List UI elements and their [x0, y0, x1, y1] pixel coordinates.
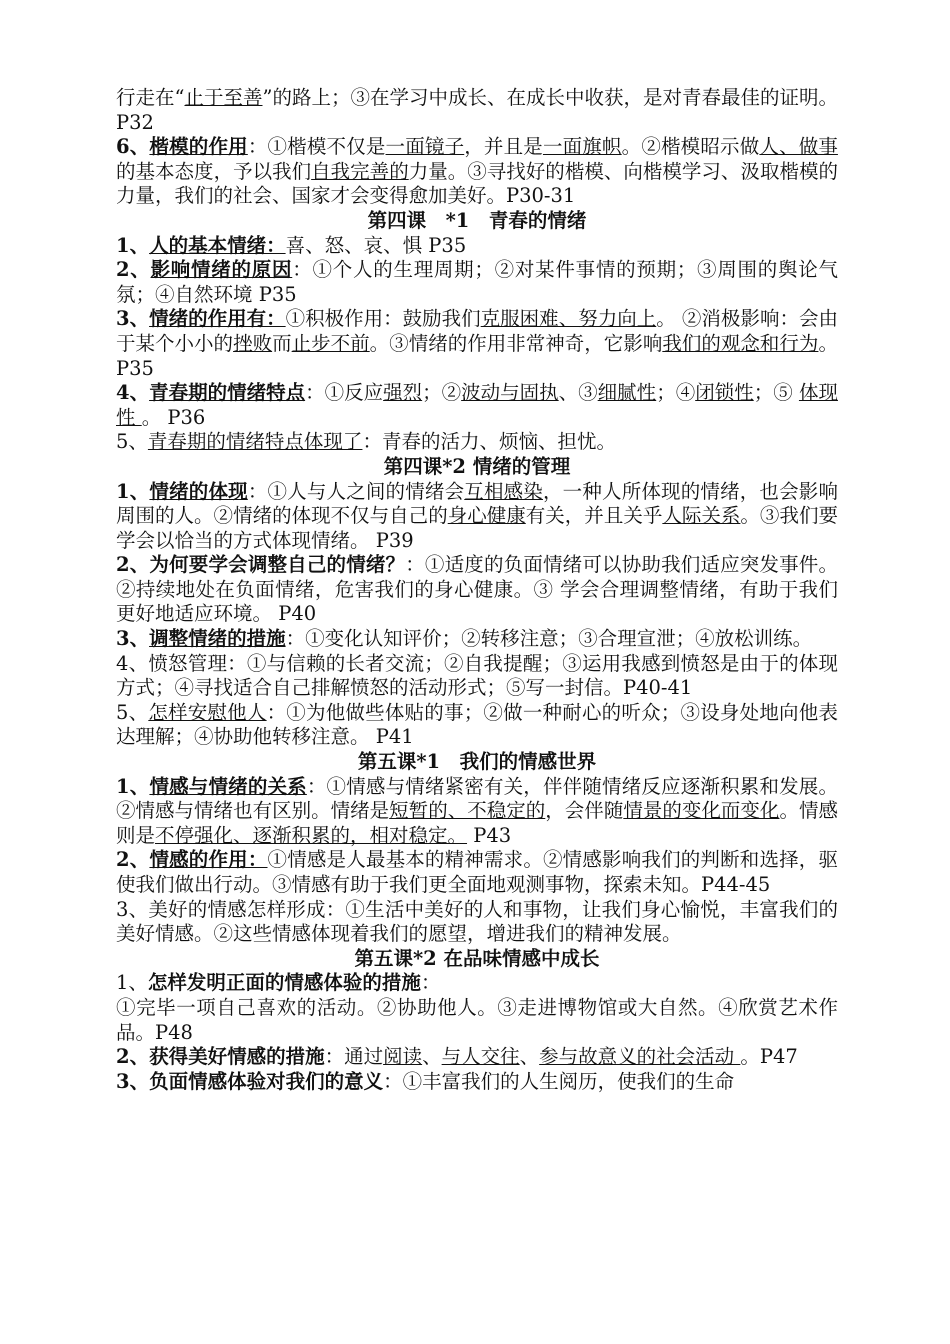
item-adolescent-expression: [116, 430, 838, 455]
text-run: 。②楷模昭示做: [621, 135, 760, 159]
item-adolescent-traits: [116, 381, 838, 430]
text-run: ”的路上；③在学习中成长、在成长中收获，是对青春最佳的证明。 P32: [116, 86, 838, 134]
text-run: 6、: [116, 135, 150, 159]
item-emotion-effects: [116, 307, 838, 381]
item-emotion-expression: [116, 480, 838, 554]
para-carryover: [116, 86, 838, 135]
text-run: 5、: [116, 430, 148, 454]
text-run: 怎样安慰他人: [148, 700, 267, 724]
text-run: ：①楷模不仅是: [247, 135, 386, 159]
text-run: 青春期的情绪特点: [149, 381, 306, 405]
text-run: 情绪的作用有：: [149, 307, 286, 331]
item-emotion-causes: [116, 258, 838, 307]
text-run: 、③: [558, 381, 598, 405]
text-run: 有关，并且关乎: [525, 504, 663, 528]
text-run: 波动与固执: [461, 381, 559, 405]
text-run: ：: [420, 971, 441, 995]
text-run: 互相感染: [464, 479, 543, 503]
text-run: 自我完善的: [311, 159, 409, 183]
item-basic-emotions: [116, 234, 838, 259]
heading-lesson5-1: 第五课*1 我们的情感世界: [357, 750, 597, 774]
text-run: 。③情绪的作用非常神奇，它影响: [369, 331, 663, 355]
text-run: 4、愤怒管理：①与信赖的长者交流；②自我提醒；③运用我感到愤怒是由于的体现方式；④寻找适合自己排解愤怒的活动形式；⑤写一封信。P40-41: [116, 651, 838, 700]
text-run: ：①丰富我们的人生阅历，使我们的生命: [383, 1069, 735, 1093]
text-run: 情感与情绪的关系: [149, 774, 307, 798]
text-run: 怎样发明正面的情感体验的措施: [147, 971, 421, 995]
text-run: 体现性: [116, 381, 838, 429]
text-run: 5、: [116, 700, 149, 724]
text-run: ：通过: [324, 1045, 384, 1069]
text-run: 、: [422, 1045, 442, 1069]
text-run: ：①适度的负面情绪可以协助我们适应突发事件。②持续地处在负面情绪，危害我们的身心健康。③ 学会合理调整情绪，有助于我们更好地适应环境。 P40: [116, 553, 838, 626]
heading-lesson5-2: 第五课*2 在品味情感中成长: [354, 946, 600, 970]
text-run: 闭锁性: [695, 381, 754, 405]
text-run: 。 P35: [116, 331, 838, 380]
text-run: 止于至善: [184, 86, 263, 109]
text-run: 参与故意义的社会活动: [539, 1045, 741, 1069]
text-run: ，一种人所体现的情绪，也会影响周围的人。②情绪的体现不仅与自己的: [116, 479, 838, 528]
text-run: 。P47: [740, 1045, 798, 1069]
text-run: 影响情绪的原因: [150, 258, 293, 282]
text-run: 2、: [116, 848, 150, 872]
text-run: 1、: [116, 479, 150, 503]
text-run: ：①为他做些体贴的事；②做一种耐心的听众；③设身处地向他表达理解；④协助他转移注意。 P41: [116, 700, 838, 749]
text-run: ：①个人的生理周期；②对某件事情的预期；③周围的舆论气氛；④自然环境 P35: [116, 258, 838, 306]
text-run: 人的基本情绪：: [149, 233, 286, 257]
item-negative-experience: [116, 1070, 838, 1095]
item-why-regulate: [116, 553, 838, 627]
heading-lesson4-1: 第四课 *1 青春的情绪: [367, 208, 587, 232]
text-run: ①完毕一项自己喜欢的活动。②协助他人。③走进博物馆或大自然。④欣赏艺术作品。P48: [116, 995, 838, 1044]
text-run: 。③我们要学会以恰当的方式体现情绪。 P39: [116, 504, 838, 552]
text-run: 3、负面情感体验对我们的意义: [116, 1069, 384, 1093]
text-run: ：①变化认知评价；②转移注意；③合理宣泄；④放松训练。: [285, 627, 813, 651]
text-run: 力量。③寻找好的楷模、向楷模学习、汲取楷模的力量，我们的社会、国家才会变得愈加美好。P30-31: [116, 159, 838, 208]
text-run: ：①情感与情绪紧密有关，伴伴随情绪反应逐渐积累和发展。②情感与情绪也有区别。情绪是: [116, 774, 838, 823]
text-run: 调整情绪的措施: [149, 627, 286, 651]
text-run: ：青春的活力、烦恼、担忧。: [362, 430, 616, 454]
text-run: 情绪的体现: [149, 479, 248, 503]
text-run: ；⑤: [753, 381, 799, 405]
item-positive-experience-title: [116, 971, 838, 996]
text-run: 情感的作用：: [149, 848, 268, 872]
text-run: 止步不前: [291, 331, 370, 355]
text-run: 与人交往: [441, 1045, 520, 1069]
text-run: 1、: [116, 233, 150, 257]
text-run: 。 P36: [141, 405, 206, 429]
item-obtain-good-feelings: [116, 1045, 838, 1070]
text-run: 一面旗帜: [542, 135, 622, 159]
item-comfort-others: [116, 701, 838, 750]
text-run: 阅读: [383, 1045, 423, 1069]
text-run: ①情感是人最基本的精神需求。②情感影响我们的判断和选择，驱使我们做出行动。③情感有助于我们更全面地观测事物，探索未知。P44-45: [116, 848, 838, 896]
text-run: ；②: [422, 381, 462, 405]
text-run: 一面镜子: [385, 135, 465, 159]
text-run: 行走在“: [116, 86, 185, 109]
item-feeling-vs-emotion: [116, 775, 838, 849]
text-run: ，并且是: [464, 135, 543, 159]
heading-lesson4-2: 第四课*2 情绪的管理: [383, 454, 571, 478]
text-run: 情景的变化而变化: [623, 799, 780, 823]
text-run: 人、做事: [759, 135, 838, 159]
text-run: 1、: [116, 774, 150, 798]
text-run: 3、: [116, 627, 150, 651]
text-run: 克服困难、努力向上: [480, 307, 657, 331]
item-regulate-measures: [116, 627, 838, 652]
text-run: 。情感则是: [116, 799, 838, 847]
text-run: 青春期的情绪特点体现了: [147, 430, 363, 454]
text-run: 强烈: [383, 381, 423, 405]
text-run: P43: [467, 823, 512, 847]
text-run: 挫败: [233, 331, 273, 355]
text-run: 短暂的、不稳定的: [389, 799, 546, 823]
text-run: ①积极作用：鼓励我们: [285, 307, 481, 331]
text-run: 身心健康: [447, 504, 526, 528]
item-positive-experience-body: [116, 996, 838, 1045]
text-run: 2、: [116, 258, 151, 282]
text-run: ：①人与人之间的情绪会: [247, 479, 465, 503]
text-run: ，会伴随: [545, 799, 624, 823]
text-run: 2、为何要学会调整自己的情绪？: [116, 553, 406, 577]
text-run: 而: [272, 331, 292, 355]
text-run: 3、: [116, 307, 150, 331]
text-run: ：①反应: [305, 381, 384, 405]
text-run: 2、获得美好情感的措施: [116, 1045, 325, 1069]
text-run: 、: [519, 1045, 540, 1069]
item-role-model-function: [116, 135, 838, 209]
text-run: 。 ②消极影响：会由于某个小小的: [116, 307, 838, 355]
item-anger-management: [116, 652, 838, 701]
text-run: 不停强化、逐渐积累的，相对稳定。: [155, 823, 468, 847]
text-run: 的基本态度，予以我们: [116, 159, 312, 183]
text-run: 楷模的作用: [149, 135, 248, 159]
text-run: 喜、怒、哀、惧 P35: [285, 233, 467, 257]
text-run: 人际关系: [662, 504, 741, 528]
text-run: 1、: [116, 971, 148, 995]
document-page: [116, 86, 838, 1094]
item-good-feelings-formation: [116, 898, 838, 947]
text-run: 3、美好的情感怎样形成：①生活中美好的人和事物，让我们身心愉悦，丰富我们的美好情感。②这些情感体现着我们的愿望，增进我们的精神发展。: [116, 897, 838, 946]
text-run: 4、: [116, 381, 150, 405]
text-run: 细腻性: [597, 381, 657, 405]
text-run: ；④: [656, 381, 696, 405]
text-run: 我们的观念和行为: [662, 331, 819, 355]
item-feeling-function: [116, 848, 838, 897]
